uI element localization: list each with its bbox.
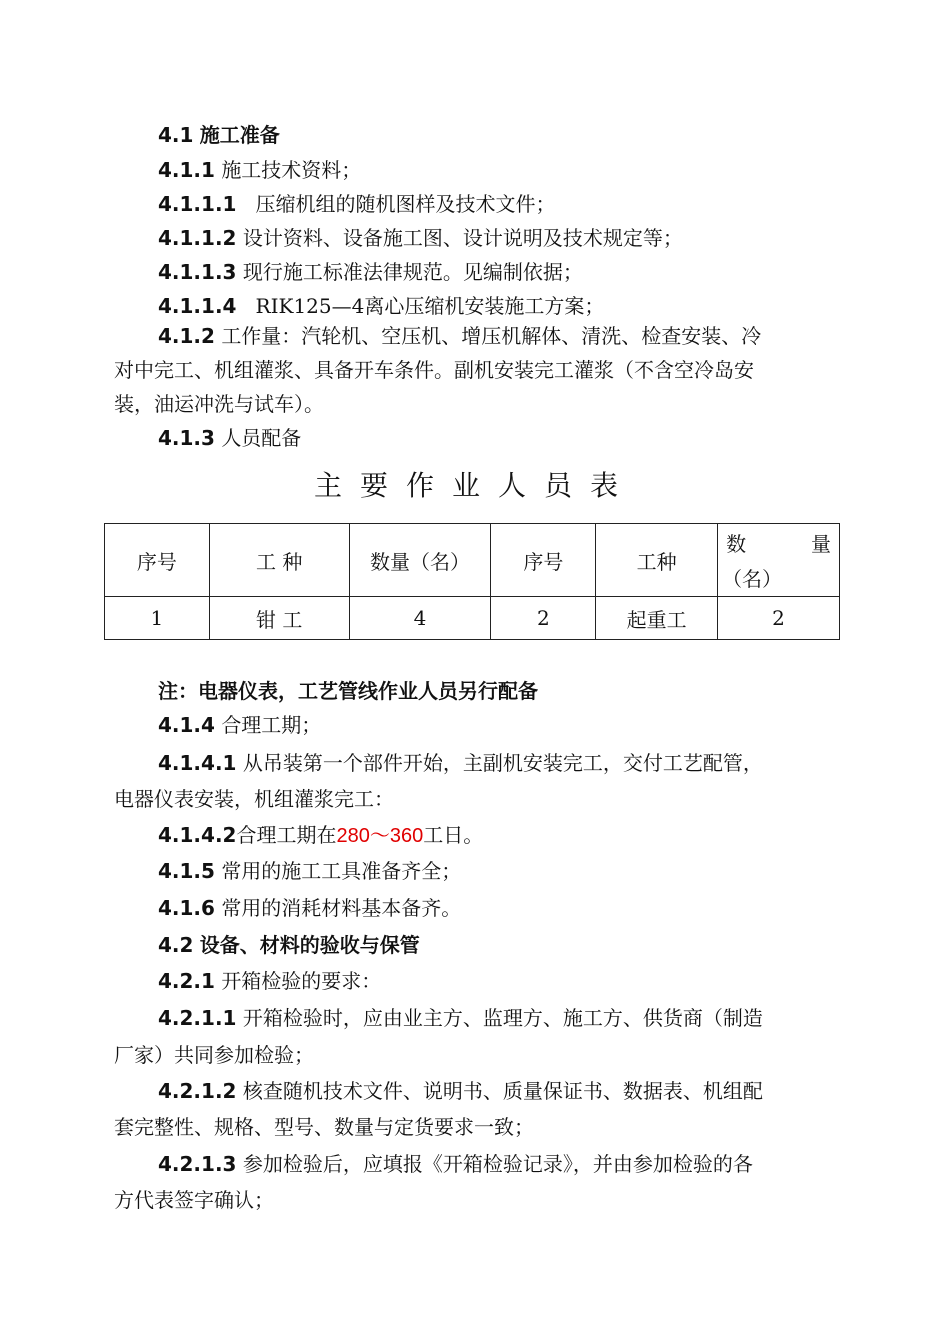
- paragraph-4-2-1: 4.2.1 开箱检验的要求：: [158, 969, 382, 993]
- paragraph-4-2-1-1-cont: 厂家）共同参加检验；: [114, 1043, 314, 1067]
- table-row: [105, 597, 840, 640]
- paragraph-4-1-1-3: 4.1.1.3 现行施工标准法律规范。见编制依据；: [158, 260, 583, 284]
- heading-4-2: 4.2 设备、材料的验收与保管: [158, 933, 420, 957]
- header-cell: 数量（名）: [349, 524, 491, 597]
- paragraph-4-1-5: 4.1.5 常用的施工工具准备齐全；: [158, 859, 462, 883]
- paragraph-4-1-2: 4.1.2 工作量：汽轮机、空压机、增压机解体、清洗、检查安装、冷: [158, 324, 762, 348]
- paragraph-4-1-6: 4.1.6 常用的消耗材料基本备齐。: [158, 896, 462, 920]
- paragraph-4-2-1-1: 4.2.1.1 开箱检验时，应由业主方、监理方、施工方、供货商（制造: [158, 1006, 763, 1030]
- paragraph-4-1-1-4: 4.1.1.4 RIK125—4离心压缩机安装施工方案；: [158, 294, 605, 318]
- table-cell: 2: [491, 597, 596, 640]
- paragraph-4-1-1-2: 4.1.1.2 设计资料、设备施工图、设计说明及技术规定等；: [158, 226, 683, 250]
- header-cell: 工 种: [209, 524, 349, 597]
- paragraph-4-2-1-3: 4.2.1.3 参加检验后，应填报《开箱检验记录》，并由参加检验的各: [158, 1152, 753, 1176]
- paragraph-4-1-2-cont-1: 对中完工、机组灌浆、具备开车条件。副机安装完工灌浆（不含空冷岛安: [114, 358, 754, 382]
- paragraph-4-1-4-1: 4.1.4.1 从吊装第一个部件开始，主副机安装完工，交付工艺配管，: [158, 751, 763, 775]
- table-cell: 1: [105, 597, 210, 640]
- paragraph-4-1-4: 4.1.4 合理工期；: [158, 713, 322, 737]
- table-header-row: [105, 524, 840, 597]
- paragraph-4-1-4-2: 4.1.4.2合理工期在280～360工日。: [158, 823, 484, 847]
- header-cell: 序号: [491, 524, 596, 597]
- paragraph-4-1-2-cont-2: 装，油运冲洗与试车）。: [114, 392, 324, 416]
- paragraph-4-2-1-2: 4.2.1.2 核查随机技术文件、说明书、质量保证书、数据表、机组配: [158, 1079, 763, 1103]
- header-cell-quantity: 数 量 （名）: [718, 524, 840, 597]
- paragraph-4-1-3: 4.1.3 人员配备: [158, 426, 302, 450]
- note: 注：电器仪表，工艺管线作业人员另行配备: [158, 679, 538, 703]
- paragraph-4-1-4-1-cont: 电器仪表安装，机组灌浆完工：: [114, 787, 394, 811]
- paragraph-4-2-1-3-cont: 方代表签字确认；: [114, 1188, 274, 1212]
- table-cell: 钳 工: [209, 597, 349, 640]
- table-cell: 起重工: [596, 597, 718, 640]
- paragraph-4-1-1-1: 4.1.1.1 压缩机组的随机图样及技术文件；: [158, 192, 556, 216]
- heading-4-1: 4.1 施工准备: [158, 123, 280, 147]
- paragraph-4-2-1-2-cont: 套完整性、规格、型号、数量与定货要求一致；: [114, 1115, 534, 1139]
- table-title: 主要作业人员表: [313, 469, 636, 502]
- header-cell: 工种: [596, 524, 718, 597]
- header-cell: 序号: [105, 524, 210, 597]
- personnel-table: [104, 523, 840, 640]
- paragraph-4-1-1: 4.1.1 施工技术资料；: [158, 158, 362, 182]
- table-cell: 2: [718, 597, 840, 640]
- table-cell: 4: [349, 597, 491, 640]
